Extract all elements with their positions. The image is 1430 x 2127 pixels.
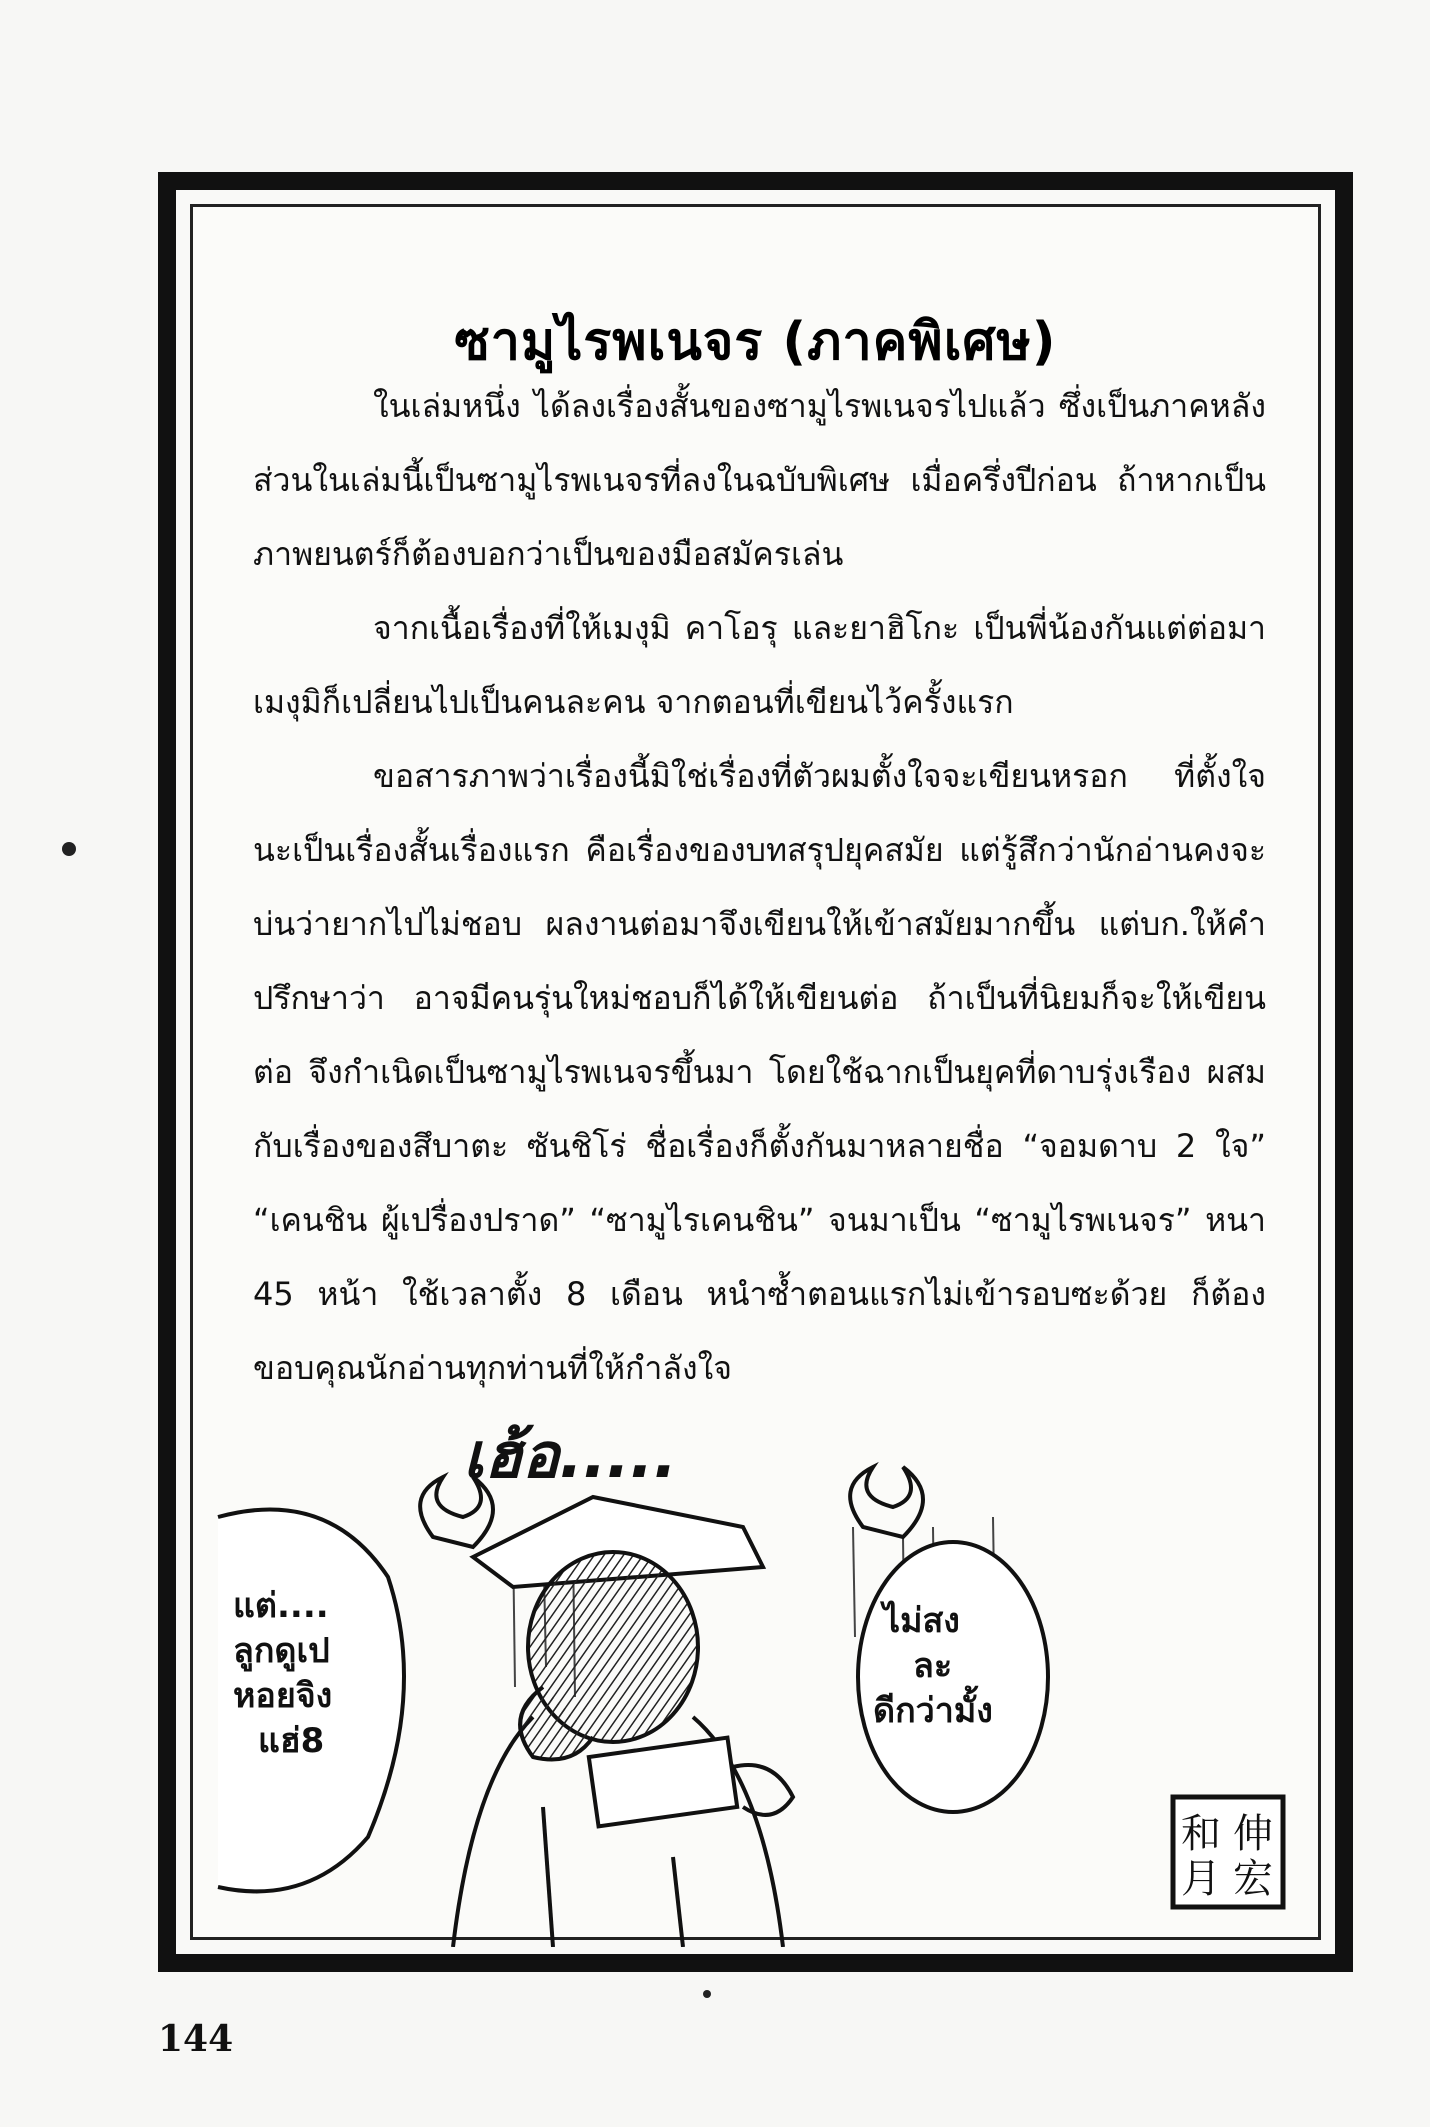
page-frame bbox=[158, 172, 1353, 1972]
ink-speck bbox=[703, 1990, 711, 1998]
paragraph-1: ในเล่มหนึ่ง ได้ลงเรื่องสั้นของซามูไรพเนจรไปแล้ว ซึ่งเป็นภาคหลัง ส่วนในเล่มนี้เป็นซามูไรพเนจรที่ลงในฉบับพิเศษ เมื่อครึ่งปีก่อน ถ้าหากเป็นภาพยนตร์ก็ต้องบอกว่าเป็นของมือสมัครเล่น bbox=[253, 387, 1266, 573]
seal-char-3: 和 bbox=[1181, 1811, 1221, 1857]
ink-speck bbox=[62, 842, 76, 856]
seal-char-1: 伸 bbox=[1233, 1811, 1273, 1857]
page-title: ซามูไรพเนจร (ภาคพิเศษ) bbox=[454, 312, 1057, 372]
right-speech-bubble bbox=[858, 1542, 1048, 1812]
paragraph-2: จากเนื้อเรื่องที่ให้เมงุมิ คาโอรุ และยาฮิโกะ เป็นพี่น้องกันแต่ต่อมาเมงุมิก็เปลี่ยนไปเป็นคนละคน จากตอนที่เขียนไว้ครั้งแรก bbox=[253, 609, 1266, 721]
left-bubble-line-1: แต่.... bbox=[233, 1586, 329, 1626]
right-swirl-mark bbox=[850, 1467, 923, 1537]
character-figure bbox=[453, 1497, 793, 1947]
page-frame-inner bbox=[190, 204, 1321, 1940]
left-bubble-line-3: หอยจิง bbox=[233, 1676, 333, 1716]
sfx-text: เฮ้อ..... bbox=[463, 1419, 678, 1492]
page-number: 144 bbox=[158, 2018, 234, 2060]
right-bubble-line-3: ดีกว่ามั้ง bbox=[873, 1691, 993, 1731]
paragraph-3: ขอสารภาพว่าเรื่องนี้มิใช่เรื่องที่ตัวผมตั้งใจจะเขียนหรอก ที่ตั้งใจนะเป็นเรื่องสั้นเรื่องแรก คือเรื่องของบทสรุปยุคสมัย แต่รู้สึกว่านักอ่านคงจะบ่นว่ายากไปไม่ชอบ ผลงานต่อมาจึงเขียนให้เข้าสมัยมากขึ้น แต่บก.ให้คำปรึกษาว่า อาจมีคนรุ่นใหม่ชอบก็ได้ให้เขียนต่อ ถ้าเป็นที่นิยมก็จะให้เขียนต่อ จึงกำเนิดเป็นซามูไรพเนจรขึ้นมา โดยใช้ฉากเป็นยุคที่ดาบรุ่งเรือง ผสมกับเรื่องของสึบาตะ ซันชิโร่ ชื่อเรื่องก็ตั้งกันมาหลายชื่อ “จอมดาบ 2 ใจ” “เคนชิน ผู้เปรื่องปราด” “ซามูไรเคนชิน” จนมาเป็น “ซามูไรพเนจร” หนา 45 หน้า ใช้เวลาตั้ง 8 เดือน หนำซ้ำตอนแรกไม่เข้ารอบซะด้วย ก็ต้องขอบคุณนักอ่านทุกท่านที่ให้กำลังใจ bbox=[253, 757, 1266, 1387]
author-seal bbox=[1173, 1797, 1283, 1907]
seal-char-2: 宏 bbox=[1233, 1856, 1273, 1902]
left-bubble-line-4: แฮ่8 bbox=[258, 1721, 325, 1761]
seal-char-4: 月 bbox=[1181, 1856, 1221, 1902]
right-bubble-line-2: ละ bbox=[913, 1646, 953, 1686]
manga-illustration bbox=[213, 1387, 1333, 1947]
article-body bbox=[253, 369, 1266, 1405]
left-bubble-line-2: ลูกดูเป bbox=[233, 1631, 330, 1671]
right-bubble-line-1: ไม่สง bbox=[883, 1601, 960, 1641]
